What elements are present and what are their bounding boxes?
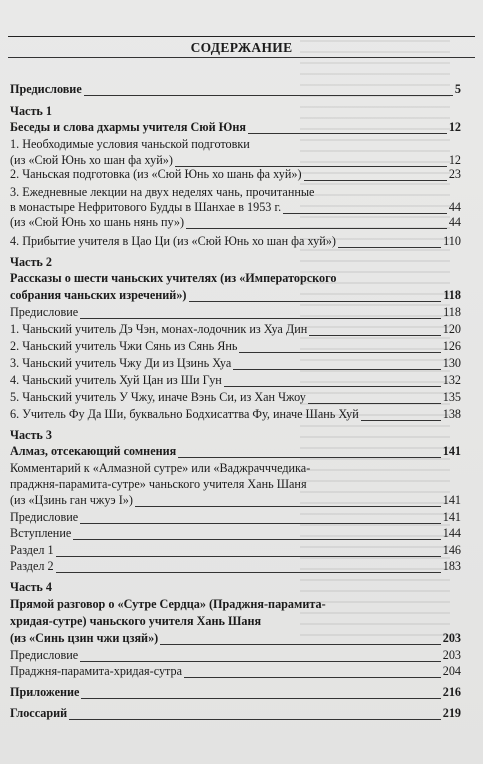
toc-entry-title: Праджня-парамита-хридая-сутра [10,664,183,678]
toc-entry-title: (из «Цзинь ган чжуэ I») [10,493,133,507]
toc-entry-title: Предисловие [10,305,79,319]
toc-entry-title: Часть 4 [10,580,53,594]
toc-entry-title: 1. Необходимые условия чаньской подготовки [10,137,250,151]
leader-line [338,247,441,248]
toc-entry-title: Вступление [10,526,72,540]
toc-page-number: 141 [442,510,461,524]
toc-entry [10,493,461,508]
toc-entry [10,614,461,629]
toc-page-number: 118 [443,288,461,302]
toc-entry [10,597,461,612]
toc-entry-title: 6. Учитель Фу Да Ши, буквально Бодхисаттва Фу, иначе Шань Хуй [10,407,359,421]
toc-entry-title: Предисловие [10,648,79,662]
leader-line [178,457,440,458]
toc-page-number: 12 [448,120,461,134]
toc-entry [10,580,461,595]
top-rule [8,36,475,37]
toc-entry [10,648,461,663]
leader-line [56,572,441,573]
leader-line [69,719,441,720]
toc-entry [10,373,461,388]
toc-entry [10,685,461,700]
toc-entry-title: в монастыре Нефритового Будды в Шанхае в 1953 г. [10,200,282,214]
leader-line [224,386,441,387]
toc-page-number: 44 [448,215,461,229]
leader-line [309,335,440,336]
toc-page-number: 203 [442,648,461,662]
toc-page-number: 183 [442,559,461,573]
toc-entry-title: Алмаз, отсекающий сомнения [10,444,177,458]
toc-entry [10,167,461,182]
toc-entry [10,185,461,200]
toc-entry [10,153,461,168]
toc-entry-title: 3. Ежедневные лекции на двух неделях чань, прочитанные [10,185,315,199]
leader-line [186,228,447,229]
leader-line [56,556,441,557]
toc-entry-title: (из «Сюй Юнь хо шан фа хуй») [10,153,173,167]
leader-line [239,352,440,353]
toc-page-number: 110 [443,234,461,248]
leader-line [283,213,447,214]
toc-entry-title: 4. Чаньский учитель Хуй Цан из Ши Гун [10,373,222,387]
toc-entry [10,559,461,574]
toc-entry [10,428,461,443]
leader-line [304,180,447,181]
toc-page-number: 23 [448,167,461,181]
toc-page-number: 203 [442,631,461,645]
leader-line [184,677,441,678]
toc-entry [10,82,461,97]
leader-line [84,95,453,96]
toc-entry [10,706,461,721]
toc-entry-title: 2. Чаньский учитель Чжи Сянь из Сянь Янь [10,339,238,353]
toc-entry [10,271,461,286]
toc-entry [10,477,461,492]
toc-page-number: 118 [443,305,461,319]
leader-line [248,133,447,134]
toc-entry [10,288,461,303]
toc-entry [10,104,461,119]
toc-entry-title: Предисловие [10,82,82,96]
toc-entry-title: Часть 2 [10,255,53,269]
toc-page-number: 146 [442,543,461,557]
toc-entry-title: Глоссарий [10,706,68,720]
toc-page-number: 12 [448,153,461,167]
toc-page-number: 130 [442,356,461,370]
toc-entry [10,461,461,476]
toc-entry-title: собрания чаньских изречений») [10,288,187,302]
toc-page-number: 219 [442,706,461,720]
title-rule [8,57,475,58]
toc-entry-title: Рассказы о шести чаньских учителях (из «Императорского [10,271,337,285]
toc-entry [10,510,461,525]
toc-entry [10,390,461,405]
leader-line [233,369,440,370]
toc-entry [10,526,461,541]
leader-line [73,539,440,540]
leader-line [80,318,441,319]
toc-entry-title: Предисловие [10,510,79,524]
toc-entry-title: хридая-сутре) чаньского учителя Хань Шаня [10,614,262,628]
toc-entry-title: 5. Чаньский учитель У Чжу, иначе Вэнь Си, из Хан Чжоу [10,390,306,404]
toc-entry [10,356,461,371]
leader-line [361,420,441,421]
toc-entry-title: Раздел 2 [10,559,54,573]
toc-page-number: 138 [442,407,461,421]
leader-line [160,644,440,645]
leader-line [189,301,442,302]
toc-entry-title: Комментарий к «Алмазной сутре» или «Ваджрачччедика- [10,461,311,475]
toc-entry-title: Часть 3 [10,428,53,442]
toc-entry-title: Прямой разговор о «Сутре Сердца» (Праджня-парамита- [10,597,326,611]
toc-page-number: 216 [442,685,461,699]
toc-page-number: 135 [442,390,461,404]
toc-page-number: 204 [442,664,461,678]
toc-entry [10,234,461,249]
toc-entry [10,444,461,459]
toc-page-number: 44 [448,200,461,214]
toc-entry-title: 2. Чаньская подготовка (из «Сюй Юнь хо шань фа хуй») [10,167,302,181]
leader-line [135,506,441,507]
toc-entry [10,322,461,337]
toc-page-number: 141 [442,493,461,507]
toc-entry [10,543,461,558]
toc-entry [10,255,461,270]
toc-entry-title: 3. Чаньский учитель Чжу Ди из Цзинь Хуа [10,356,232,370]
toc-entry-title: Беседы и слова дхармы учителя Сюй Юня [10,120,247,134]
toc-page-number: 126 [442,339,461,353]
toc-page-number: 5 [454,82,461,96]
leader-line [81,698,440,699]
toc-entry [10,339,461,354]
toc-entry [10,631,461,646]
toc-entry-title: 1. Чаньский учитель Дэ Чэн, монах-лодочник из Хуа Дин [10,322,308,336]
toc-entry [10,664,461,679]
toc-page-number: 144 [442,526,461,540]
toc-entry [10,200,461,215]
leader-line [80,523,441,524]
leader-line [80,661,441,662]
toc-entry [10,215,461,230]
toc-page-number: 132 [442,373,461,387]
toc-page-number: 120 [442,322,461,336]
toc-entry-title: (из «Сюй Юнь хо шань нянь пу») [10,215,185,229]
toc-entry [10,120,461,135]
toc-entry-title: Приложение [10,685,80,699]
toc-entry-title: 4. Прибытие учителя в Цао Ци (из «Сюй Юнь хо шан фа хуй») [10,234,336,248]
toc-entry [10,305,461,320]
toc-entry-title: праджня-парамита-сутре» чаньского учителя Хань Шаня [10,477,307,491]
toc-entry-title: Часть 1 [10,104,53,118]
page-title: СОДЕРЖАНИЕ [190,40,293,55]
toc-entry [10,407,461,422]
leader-line [308,403,441,404]
toc-entry-title: (из «Синь цзин чжи цзяй») [10,631,159,645]
toc-entry [10,137,461,152]
toc-page-number: 141 [442,444,461,458]
toc-entry-title: Раздел 1 [10,543,54,557]
